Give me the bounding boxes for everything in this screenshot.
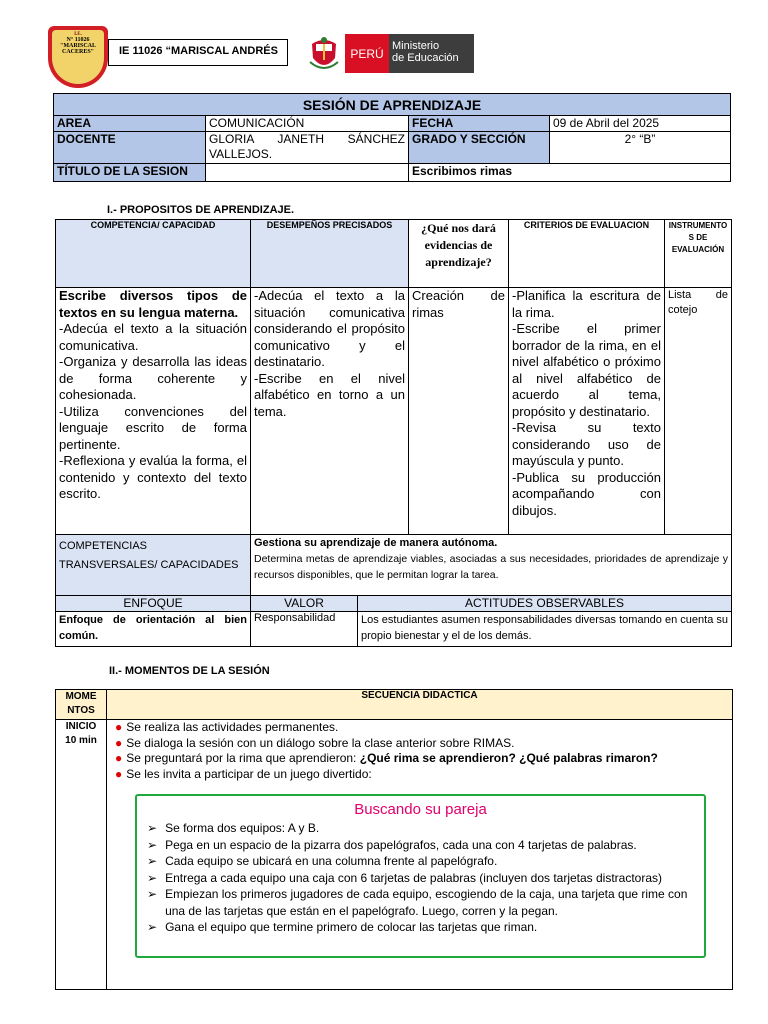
school-name-box [108,39,288,66]
game-step: ➢ Pega en un espacio de la pizarra dos papelógrafos, cada una con 4 tarjetas de palabras. [147,837,637,852]
bullet-icon: ● [115,735,123,750]
docente-label: DOCENTE [54,132,206,164]
titulo-label: TÍTULO DE LA SESION [54,164,206,182]
inicio-label: INICIO [65,721,97,732]
school-logo: I.E. N° 11026 "MARISCAL CACERES" [48,26,108,88]
instrumento-value: Lista de cotejo [665,288,732,535]
transversales-table [55,534,732,647]
grado-label: GRADO Y SECCIÓN [409,132,550,164]
criterio-item: -Publica su producción acompañando con dibujos. [512,469,661,518]
peru-coat-of-arms [308,34,340,74]
inicio-time: 10 min [65,735,97,746]
game-title: Buscando su pareja [354,801,487,818]
col-desempenos: DESEMPEÑOS PRECISADOS [251,220,409,288]
criterios-cell [509,288,665,535]
valor-value: Responsabilidad [251,612,358,647]
desempenos-cell [251,288,409,535]
game-step: ➢ Cada equipo se ubicará en una columna frente al papelógrafo. [147,854,498,868]
transversales-label: COMPETENCIAS TRANSVERSALES/ CAPACIDADES [56,535,251,596]
competencia-item: -Utiliza convenciones del lenguaje escrito de forma pertinente. [59,403,247,452]
arrow-bullet-icon: ➢ [147,821,158,835]
enfoque-label: ENFOQUE [56,596,251,612]
bullet-item: ● Se realiza las actividades permanentes. [115,720,339,734]
col-evidencias: ¿Qué nos dará evidencias de aprendizaje? [409,220,509,288]
col-secuencia: SECUENCIA DIDÁCTICA [107,690,733,720]
competencia-cell [56,288,251,535]
col-criterios: CRITERIOS DE EVALUACION [509,220,665,288]
evidencia-value: Creación de rimas [409,288,509,535]
bullet-item: ● Se les invita a participar de un juego divertido: [115,766,372,781]
ministry-badge: Ministerio de Educación [389,34,474,73]
transversal-title: Gestiona su aprendizaje de manera autónoma. [254,537,498,549]
game-step: ➢ Entrega a cada equipo una caja con 6 tarjetas de palabras (incluyen dos tarjetas distractoras) [147,870,663,885]
desempeno-item: -Escribe en el nivel alfabético en torno a un tema. [254,370,405,419]
bullet-icon: ● [115,720,123,734]
actitudes-label: ACTITUDES OBSERVABLES [358,596,732,612]
transversal-desc: Determina metas de aprendizaje viables, asociadas a sus necesidades, prioridades de aprendizaje y recursos disponibles, que le permitan lograr la tarea. [254,553,729,581]
session-title: SESIÓN DE APRENDIZAJE [54,94,731,116]
game-step: ➢ Empiezan los primeros jugadores de cada equipo, escogiendo de la caja, una tarjeta que rime con una de las tarjetas que están en el papelógrafo. Luego, corren y la pegan. [147,887,688,918]
docente-value: GLORIA JANETH SÁNCHEZ VALLEJOS. [206,132,409,164]
arrow-bullet-icon: ➢ [147,887,158,901]
criterio-item: -Escribe el primer borrador de la rima, en el nivel alfabético o próximo al nivel alfabético de acuerdo al tema, propósito y destinatario. [512,321,661,419]
criterio-item: -Revisa su texto considerando uso de mayúscula y punto. [512,420,661,468]
section1-heading: I.- PROPOSITOS DE APRENDIZAJE. [107,204,295,216]
competencia-item: -Reflexiona y evalúa la forma, el contenido y contexto del texto escrito. [59,453,247,501]
arrow-bullet-icon: ➢ [147,870,158,885]
enfoque-value: Enfoque de orientación al bien común. [56,612,251,647]
section2-heading: II.- MOMENTOS DE LA SESIÓN [109,665,270,677]
game-step: ➢ Se forma dos equipos: A y B. [147,821,320,835]
grado-value: 2° “B” [550,132,731,164]
fecha-value: 09 de Abril del 2025 [550,116,731,132]
col-momentos: MOME NTOS [56,690,107,720]
competencia-title: Escribe diversos tipos de textos en su lengua materna. [59,288,247,320]
school-name: IE 11026 “MARISCAL ANDRÉS [119,45,278,57]
competencia-item: -Adecúa el texto a la situación comunicativa. [59,321,247,353]
inicio-cell [56,720,107,990]
bullet-icon: ● [115,766,123,781]
session-info-table [53,93,731,182]
bullet-icon: ● [115,751,123,765]
game-step: ➢ Gana el equipo que termine primero de colocar las tarjetas que riman. [147,920,538,934]
col-instrumento: INSTRUMENTO S DE EVALUACIÓN [665,220,732,288]
valor-label: VALOR [251,596,358,612]
game-box [135,794,706,958]
criterio-item: -Planifica la escritura de la rima. [512,288,661,320]
area-label: AREA [54,116,206,132]
arrow-bullet-icon: ➢ [147,920,158,934]
fecha-label: FECHA [409,116,550,132]
transversal-cell [251,535,732,596]
competencia-item: -Organiza y desarrolla las ideas de forma coherente y cohesionada. [59,354,247,402]
arrow-bullet-icon: ➢ [147,854,158,868]
bullet-item: ● Se dialoga la sesión con un diálogo sobre la clase anterior sobre RIMAS. [115,735,515,750]
propositos-table [55,219,732,535]
desempeno-item: -Adecúa el texto a la situación comunicativa considerando el propósito comunicativo y el destinatario. [254,288,405,369]
col-competencia: COMPETENCIA/ CAPACIDAD [56,220,251,288]
arrow-bullet-icon: ➢ [147,837,158,852]
peru-badge: PERÚ [345,34,389,73]
titulo-value: Escribimos rimas [409,164,731,182]
area-value: COMUNICACIÓN [206,116,409,132]
actitudes-value: Los estudiantes asumen responsabilidades diversas tomando en cuenta su propio bienestar y el de los demás. [358,612,732,647]
bullet-item: ● Se preguntará por la rima que aprendieron: ¿Qué rima se aprendieron? ¿Qué palabras rimaron? [115,751,658,765]
